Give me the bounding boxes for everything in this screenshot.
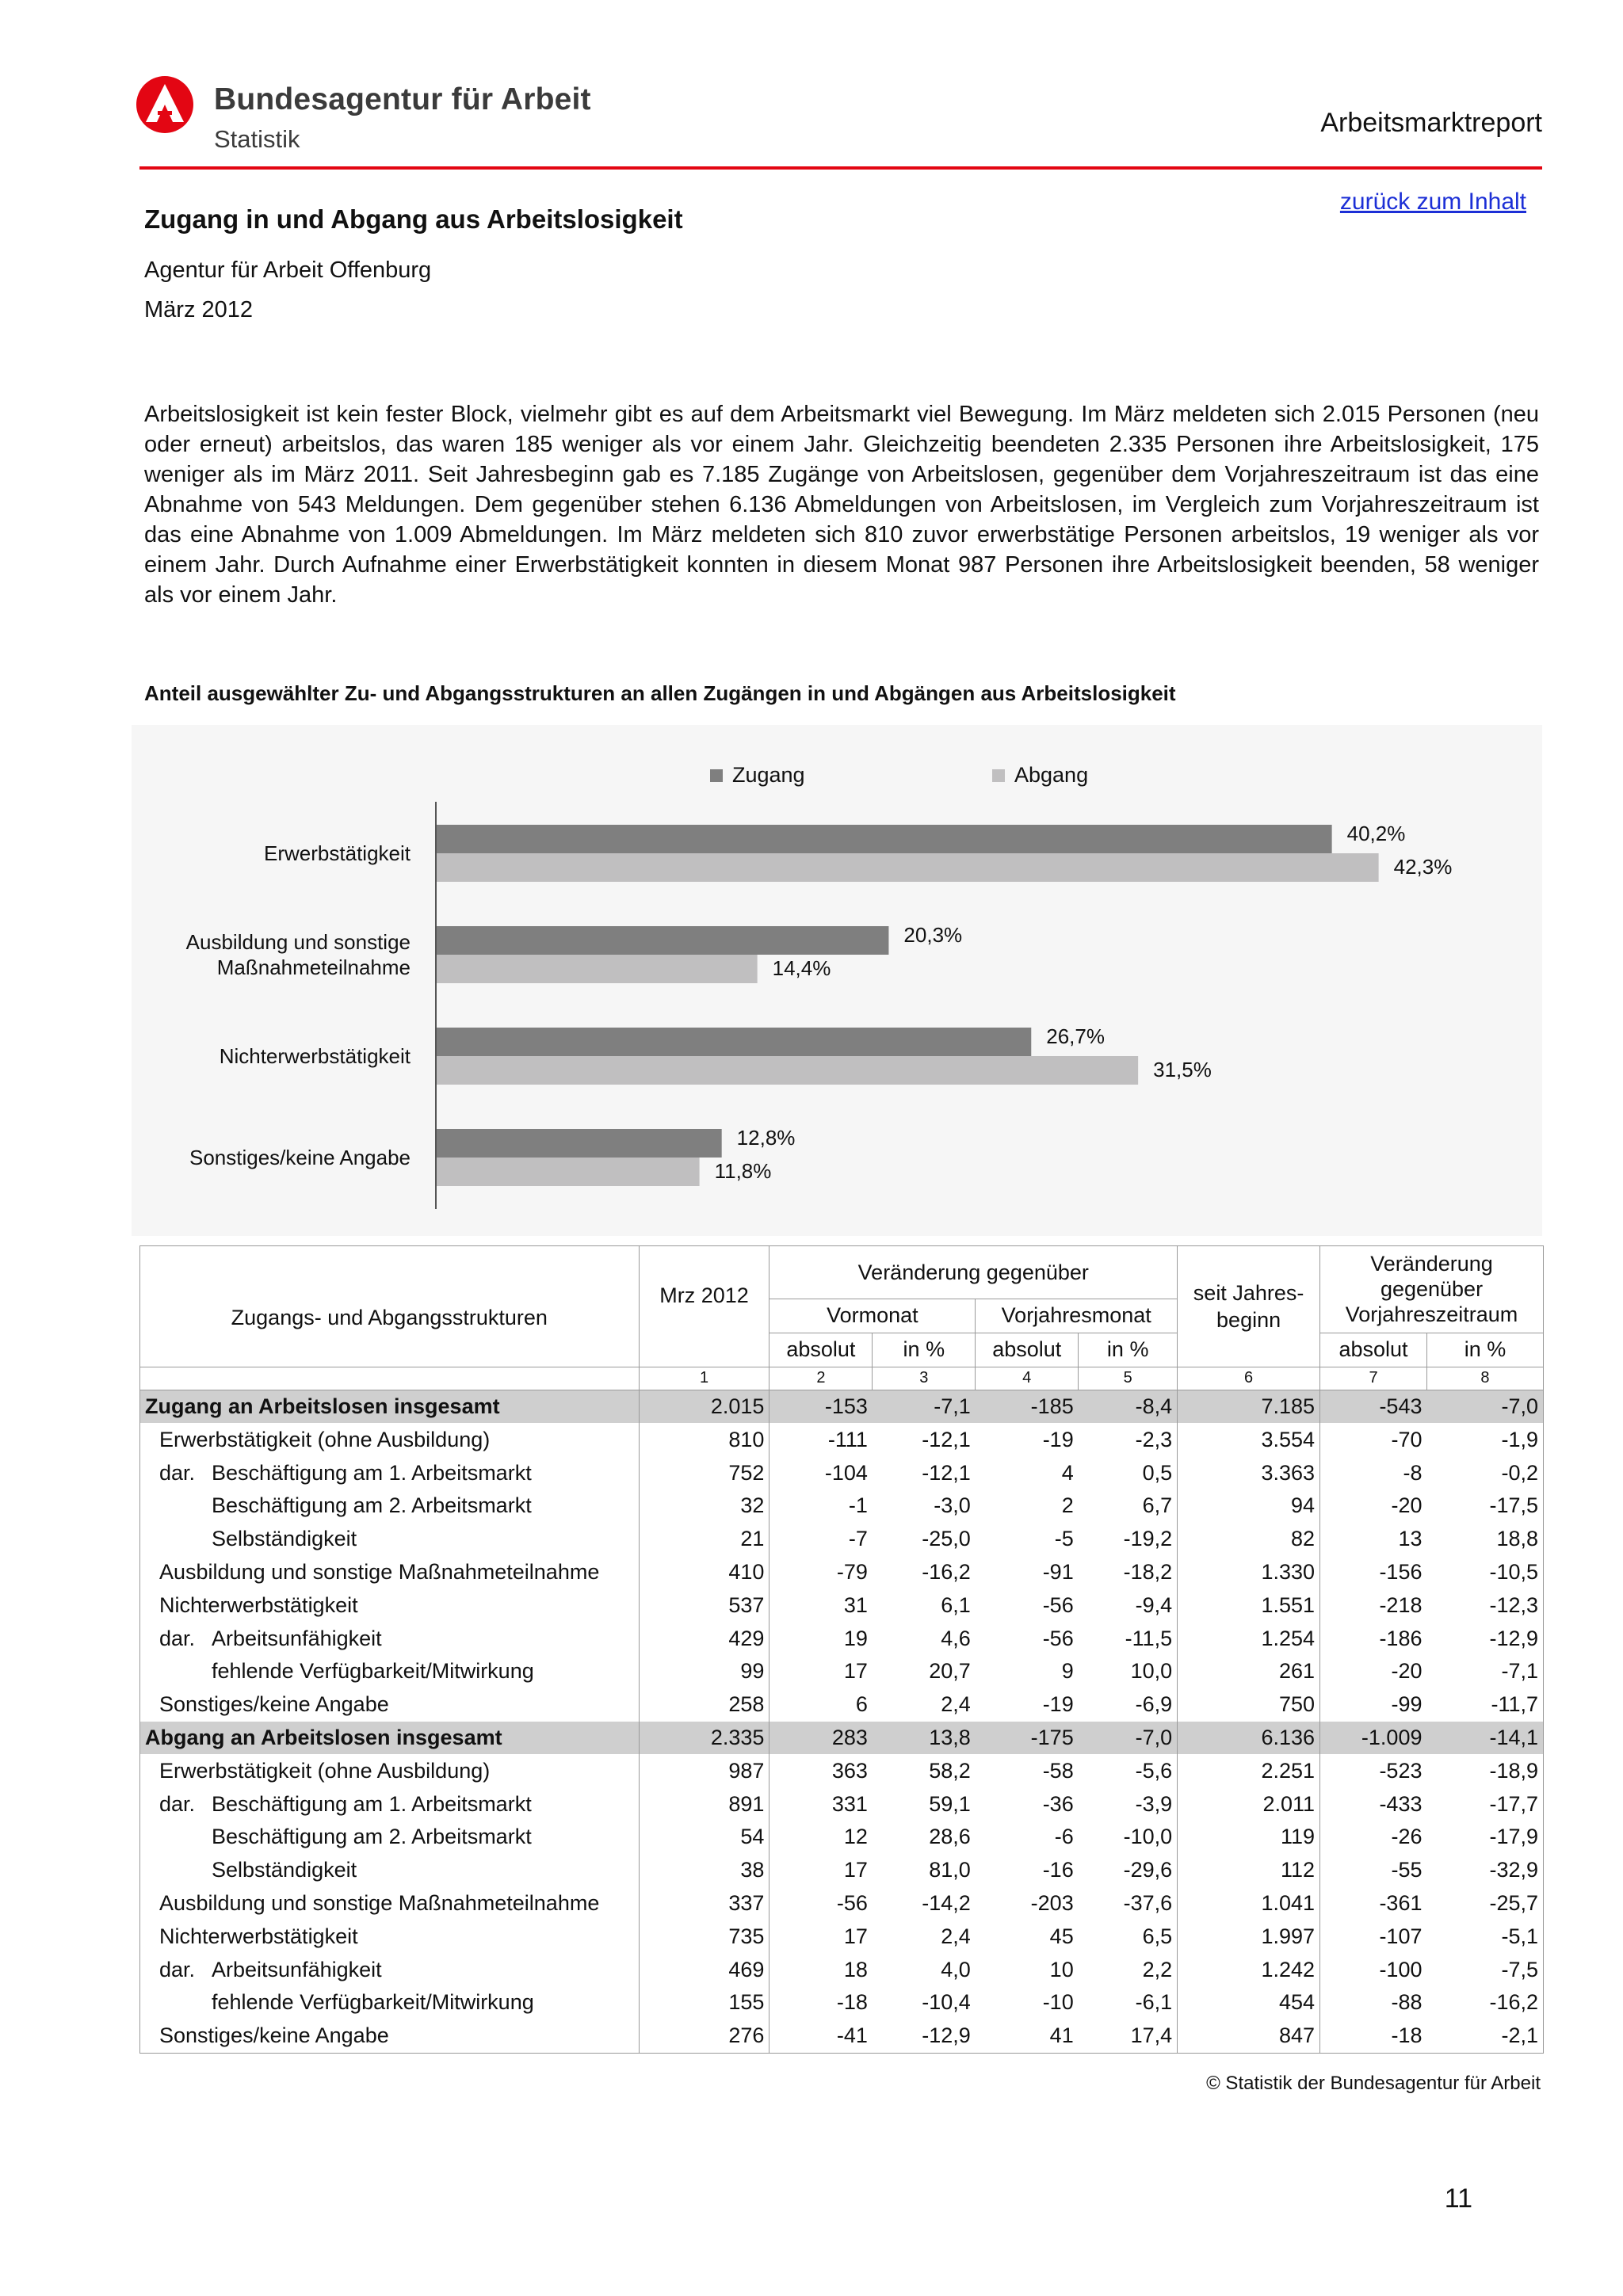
bar-abgang bbox=[437, 853, 1379, 882]
legend-label-abgang: Abgang bbox=[1014, 763, 1089, 787]
value-cell: 45 bbox=[1049, 1924, 1074, 1948]
table-row bbox=[140, 1456, 1544, 1489]
value-cell: 54 bbox=[639, 1821, 769, 1854]
value-cell: 58,2 bbox=[929, 1758, 971, 1783]
value-cell: -16,2 bbox=[922, 1559, 971, 1584]
value-cell: 337 bbox=[639, 1887, 769, 1920]
value-cell: 2,4 bbox=[941, 1924, 971, 1948]
column-number: 2 bbox=[769, 1367, 873, 1390]
value-cell: 119 bbox=[1178, 1821, 1320, 1854]
row-label: Selbständigkeit bbox=[212, 1527, 357, 1551]
value-cell: 3.363 bbox=[1178, 1456, 1320, 1489]
table-row bbox=[140, 1688, 1544, 1722]
value-cell: 17,4 bbox=[1079, 2019, 1178, 2053]
value-cell: -3,9 bbox=[1135, 1791, 1173, 1816]
value-cell: 21 bbox=[639, 1523, 769, 1556]
legend-label-zugang: Zugang bbox=[732, 763, 805, 787]
page-number: 11 bbox=[1444, 2183, 1472, 2214]
table-row bbox=[140, 1754, 1544, 1787]
row-prefix: dar. bbox=[159, 1460, 196, 1485]
value-cell: 6 bbox=[769, 1688, 873, 1722]
value-cell: -18,9 bbox=[1426, 1754, 1543, 1787]
value-cell: -7,0 bbox=[1079, 1722, 1178, 1755]
chart-title: Anteil ausgewählter Zu- und Abgangsstrukturen an allen Zugängen in und Abgängen aus Arbeitslosigkeit bbox=[144, 681, 1176, 705]
value-cell: 7.185 bbox=[1178, 1390, 1320, 1423]
table-row bbox=[140, 1854, 1544, 1887]
row-label: Arbeitsunfähigkeit bbox=[212, 1626, 382, 1650]
value-cell: -185 bbox=[976, 1390, 1079, 1423]
value-cell: 750 bbox=[1178, 1688, 1320, 1722]
value-cell: 987 bbox=[639, 1754, 769, 1787]
value-cell: -25,0 bbox=[922, 1527, 971, 1551]
value-cell: 1.997 bbox=[1178, 1920, 1320, 1953]
row-label-cell bbox=[140, 1489, 640, 1523]
value-cell: -2,3 bbox=[1135, 1427, 1173, 1451]
row-label: Beschäftigung am 1. Arbeitsmarkt bbox=[212, 1791, 532, 1816]
value-cell: -5 bbox=[1054, 1527, 1074, 1551]
value-cell: 31 bbox=[769, 1589, 873, 1622]
value-cell: 18 bbox=[769, 1953, 873, 1986]
value-cell: -107 bbox=[1320, 1920, 1427, 1953]
value-cell: 94 bbox=[1178, 1489, 1320, 1523]
value-cell: -12,1 bbox=[922, 1460, 971, 1485]
value-cell: 363 bbox=[769, 1754, 873, 1787]
bar-abgang bbox=[437, 1056, 1138, 1085]
bar-zugang bbox=[437, 825, 1332, 853]
row-label-cell bbox=[140, 1456, 640, 1489]
back-to-contents-link[interactable]: zurück zum Inhalt bbox=[1339, 189, 1526, 215]
value-cell: -6,9 bbox=[1135, 1692, 1173, 1717]
value-cell: 537 bbox=[639, 1589, 769, 1622]
value-cell: -19 bbox=[1042, 1427, 1074, 1451]
value-cell: 6,1 bbox=[941, 1592, 971, 1617]
row-label-cell bbox=[140, 1754, 640, 1787]
value-cell: -55 bbox=[1320, 1854, 1427, 1887]
table-row bbox=[140, 1821, 1544, 1854]
colnum-blank bbox=[140, 1367, 640, 1390]
row-label-cell bbox=[140, 1556, 640, 1589]
value-cell: 6,7 bbox=[1142, 1493, 1173, 1518]
value-cell: -56 bbox=[1042, 1592, 1074, 1617]
value-cell: -203 bbox=[1030, 1890, 1074, 1915]
value-cell: -433 bbox=[1320, 1787, 1427, 1821]
row-label: Zugang an Arbeitslosen insgesamt bbox=[145, 1394, 500, 1418]
header-prev-month: Vormonat bbox=[769, 1299, 976, 1333]
row-prefix: dar. bbox=[159, 1626, 196, 1650]
category-label: Ausbildung und sonstige bbox=[185, 930, 411, 954]
value-cell: -5,1 bbox=[1426, 1920, 1543, 1953]
value-cell: 13,8 bbox=[873, 1722, 976, 1755]
value-cell: 10 bbox=[1049, 1957, 1074, 1981]
value-cell: 2,4 bbox=[941, 1692, 971, 1717]
category-label: Erwerbstätigkeit bbox=[264, 841, 411, 865]
value-cell: -7,0 bbox=[1426, 1390, 1543, 1423]
value-cell: -1 bbox=[769, 1489, 873, 1523]
report-month: März 2012 bbox=[144, 297, 254, 322]
table-row bbox=[140, 1423, 1544, 1456]
value-cell: 810 bbox=[639, 1423, 769, 1456]
value-cell: -3,0 bbox=[934, 1493, 971, 1518]
column-number: 8 bbox=[1426, 1367, 1543, 1390]
header-absolute: absolut bbox=[769, 1333, 873, 1367]
value-cell: 847 bbox=[1178, 2019, 1320, 2053]
row-label: Erwerbstätigkeit (ohne Ausbildung) bbox=[159, 1427, 491, 1451]
row-label: Ausbildung und sonstige Maßnahmeteilnahme bbox=[159, 1890, 600, 1915]
value-cell: 2 bbox=[1061, 1493, 1074, 1518]
value-cell: -11,7 bbox=[1426, 1688, 1543, 1722]
value-cell: 2,2 bbox=[1142, 1957, 1173, 1981]
table-row bbox=[140, 1953, 1544, 1986]
structure-table bbox=[139, 1245, 1544, 2054]
value-cell: 429 bbox=[639, 1622, 769, 1655]
value-cell: -111 bbox=[769, 1423, 873, 1456]
table-body bbox=[140, 1390, 1544, 2053]
value-cell: -7,5 bbox=[1426, 1953, 1543, 1986]
value-cell: -10,5 bbox=[1426, 1556, 1543, 1589]
table-header bbox=[140, 1246, 1544, 1390]
value-cell: -18 bbox=[1320, 2019, 1427, 2053]
value-cell: -56 bbox=[1042, 1626, 1074, 1650]
value-cell: -153 bbox=[769, 1390, 873, 1423]
value-cell: 1.551 bbox=[1178, 1589, 1320, 1622]
value-cell: 28,6 bbox=[929, 1825, 971, 1849]
data-label: 31,5% bbox=[1153, 1058, 1212, 1081]
table-row bbox=[140, 1589, 1544, 1622]
header-since-year: seit Jahres- beginn bbox=[1178, 1246, 1320, 1367]
value-cell: -99 bbox=[1320, 1688, 1427, 1722]
value-cell: -11,5 bbox=[1125, 1626, 1173, 1650]
value-cell: 752 bbox=[639, 1456, 769, 1489]
data-label: 20,3% bbox=[903, 923, 963, 947]
value-cell: -10,0 bbox=[1123, 1825, 1173, 1849]
value-cell: -36 bbox=[1042, 1791, 1074, 1816]
value-cell: 2.251 bbox=[1178, 1754, 1320, 1787]
value-cell: 17 bbox=[769, 1655, 873, 1688]
data-table-wrapper bbox=[139, 1245, 1544, 2054]
row-label: Arbeitsunfähigkeit bbox=[212, 1957, 382, 1981]
row-label: Beschäftigung am 2. Arbeitsmarkt bbox=[212, 1493, 532, 1518]
copyright-note: © Statistik der Bundesagentur für Arbeit bbox=[1206, 2073, 1541, 2094]
value-cell: 17 bbox=[769, 1854, 873, 1887]
row-label: Erwerbstätigkeit (ohne Ausbildung) bbox=[159, 1758, 491, 1783]
row-label: Sonstiges/keine Angabe bbox=[159, 1692, 389, 1717]
value-cell: -12,1 bbox=[922, 1427, 971, 1451]
category-label: Nichterwerbstätigkeit bbox=[219, 1044, 411, 1068]
table-row bbox=[140, 1523, 1544, 1556]
value-cell: 469 bbox=[639, 1953, 769, 1986]
column-number: 4 bbox=[976, 1367, 1079, 1390]
row-label-cell bbox=[140, 2019, 640, 2053]
value-cell: 155 bbox=[639, 1986, 769, 2019]
row-label: Beschäftigung am 2. Arbeitsmarkt bbox=[212, 1825, 532, 1849]
value-cell: -6 bbox=[1054, 1825, 1074, 1849]
value-cell: 1.242 bbox=[1178, 1953, 1320, 1986]
value-cell: 99 bbox=[639, 1655, 769, 1688]
value-cell: 19 bbox=[769, 1622, 873, 1655]
row-label: Nichterwerbstätigkeit bbox=[159, 1924, 358, 1948]
header-absolute: absolut bbox=[976, 1333, 1079, 1367]
header-month: Mrz 2012 bbox=[639, 1246, 769, 1367]
value-cell: 81,0 bbox=[929, 1858, 971, 1882]
value-cell: -218 bbox=[1320, 1589, 1427, 1622]
row-label-cell bbox=[140, 1523, 640, 1556]
table-group-row bbox=[140, 1722, 1544, 1755]
value-cell: 10,0 bbox=[1130, 1659, 1173, 1684]
value-cell: -100 bbox=[1320, 1953, 1427, 1986]
table-row bbox=[140, 1489, 1544, 1523]
value-cell: -12,9 bbox=[873, 2019, 976, 2053]
value-cell: -523 bbox=[1320, 1754, 1427, 1787]
data-label: 14,4% bbox=[772, 956, 831, 980]
value-cell: 331 bbox=[769, 1787, 873, 1821]
data-label: 42,3% bbox=[1393, 855, 1453, 879]
value-cell: 17 bbox=[769, 1920, 873, 1953]
data-label: 26,7% bbox=[1046, 1024, 1106, 1048]
row-label: Nichterwerbstätigkeit bbox=[159, 1592, 358, 1617]
value-cell: -37,6 bbox=[1123, 1890, 1173, 1915]
header-prev-year-month: Vorjahresmonat bbox=[976, 1299, 1178, 1333]
value-cell: 3.554 bbox=[1178, 1423, 1320, 1456]
value-cell: -17,7 bbox=[1426, 1787, 1543, 1821]
value-cell: -2,1 bbox=[1426, 2019, 1543, 2053]
column-number: 3 bbox=[873, 1367, 976, 1390]
page-title: Zugang in und Abgang aus Arbeitslosigkeit bbox=[144, 204, 683, 234]
value-cell: 6,5 bbox=[1142, 1924, 1173, 1948]
header-struct: Zugangs- und Abgangsstrukturen bbox=[140, 1246, 640, 1367]
value-cell: -70 bbox=[1320, 1423, 1427, 1456]
value-cell: 410 bbox=[639, 1556, 769, 1589]
table-row bbox=[140, 1986, 1544, 2019]
value-cell: 41 bbox=[976, 2019, 1079, 2053]
row-prefix: dar. bbox=[159, 1791, 196, 1816]
header-percent: in % bbox=[873, 1333, 976, 1367]
value-cell: 1.041 bbox=[1178, 1887, 1320, 1920]
value-cell: 112 bbox=[1178, 1854, 1320, 1887]
value-cell: 261 bbox=[1178, 1655, 1320, 1688]
row-label-cell bbox=[140, 1589, 640, 1622]
column-number: 5 bbox=[1079, 1367, 1178, 1390]
row-label: Sonstiges/keine Angabe bbox=[159, 2023, 389, 2048]
value-cell: -19,2 bbox=[1123, 1527, 1173, 1551]
value-cell: 9 bbox=[1061, 1659, 1074, 1684]
row-label-cell bbox=[140, 1423, 640, 1456]
value-cell: 2.015 bbox=[639, 1390, 769, 1423]
row-label: Ausbildung und sonstige Maßnahmeteilnahme bbox=[159, 1559, 600, 1584]
value-cell: -58 bbox=[1042, 1758, 1074, 1783]
value-cell: -12,3 bbox=[1426, 1589, 1543, 1622]
row-label-cell bbox=[140, 1920, 640, 1953]
value-cell: -0,2 bbox=[1426, 1456, 1543, 1489]
value-cell: -8,4 bbox=[1079, 1390, 1178, 1423]
value-cell: 0,5 bbox=[1142, 1460, 1173, 1485]
value-cell: -14,1 bbox=[1426, 1722, 1543, 1755]
value-cell: 735 bbox=[639, 1920, 769, 1953]
value-cell: -14,2 bbox=[922, 1890, 971, 1915]
row-label-cell bbox=[140, 1655, 640, 1688]
value-cell: -17,5 bbox=[1426, 1489, 1543, 1523]
row-label-cell bbox=[140, 1622, 640, 1655]
row-label-cell bbox=[140, 1986, 640, 2019]
bar-abgang bbox=[437, 955, 758, 983]
value-cell: 1.254 bbox=[1178, 1622, 1320, 1655]
row-label-cell bbox=[140, 1854, 640, 1887]
value-cell: 276 bbox=[639, 2019, 769, 2053]
row-label: Abgang an Arbeitslosen insgesamt bbox=[145, 1725, 502, 1749]
bar-zugang bbox=[437, 1129, 722, 1158]
category-label: Maßnahmeteilnahme bbox=[216, 955, 411, 979]
value-cell: -361 bbox=[1320, 1887, 1427, 1920]
value-cell: -6,1 bbox=[1135, 1990, 1173, 2015]
row-label-cell bbox=[140, 1688, 640, 1722]
column-number: 1 bbox=[639, 1367, 769, 1390]
value-cell: 13 bbox=[1320, 1523, 1427, 1556]
value-cell: 6.136 bbox=[1178, 1722, 1320, 1755]
bar-abgang bbox=[437, 1158, 700, 1186]
value-cell: -18,2 bbox=[1123, 1559, 1173, 1584]
value-cell: -29,6 bbox=[1123, 1858, 1173, 1882]
value-cell: 38 bbox=[639, 1854, 769, 1887]
value-cell: 2.335 bbox=[639, 1722, 769, 1755]
value-cell: 283 bbox=[769, 1722, 873, 1755]
value-cell: 20,7 bbox=[929, 1659, 971, 1684]
table-row bbox=[140, 1622, 1544, 1655]
row-label-cell bbox=[140, 1953, 640, 1986]
value-cell: 18,8 bbox=[1426, 1523, 1543, 1556]
org-subtitle: Statistik bbox=[214, 125, 300, 153]
value-cell: 2.011 bbox=[1178, 1787, 1320, 1821]
row-label: Beschäftigung am 1. Arbeitsmarkt bbox=[212, 1460, 532, 1485]
data-label: 12,8% bbox=[736, 1126, 796, 1150]
table-row bbox=[140, 1887, 1544, 1920]
value-cell: -543 bbox=[1320, 1390, 1427, 1423]
value-cell: -7,1 bbox=[1426, 1655, 1543, 1688]
table-row bbox=[140, 2019, 1544, 2053]
value-cell: -56 bbox=[769, 1887, 873, 1920]
value-cell: 1.330 bbox=[1178, 1556, 1320, 1589]
value-cell: -104 bbox=[769, 1456, 873, 1489]
row-label-cell bbox=[140, 1390, 640, 1423]
value-cell: 4 bbox=[1061, 1460, 1074, 1485]
value-cell: -186 bbox=[1320, 1622, 1427, 1655]
value-cell: -88 bbox=[1320, 1986, 1427, 2019]
value-cell: -26 bbox=[1320, 1821, 1427, 1854]
value-cell: -10,4 bbox=[922, 1990, 971, 2015]
agency-name: Agentur für Arbeit Offenburg bbox=[144, 257, 432, 283]
org-name: Bundesagentur für Arbeit bbox=[214, 82, 591, 116]
table-row bbox=[140, 1655, 1544, 1688]
value-cell: -5,6 bbox=[1135, 1758, 1173, 1783]
value-cell: -7,1 bbox=[873, 1390, 976, 1423]
table-row bbox=[140, 1787, 1544, 1821]
value-cell: -10 bbox=[1042, 1990, 1074, 2015]
value-cell: 258 bbox=[639, 1688, 769, 1722]
table-row bbox=[140, 1920, 1544, 1953]
column-number: 6 bbox=[1178, 1367, 1320, 1390]
row-label: Selbständigkeit bbox=[212, 1858, 357, 1882]
value-cell: -8 bbox=[1320, 1456, 1427, 1489]
value-cell: -25,7 bbox=[1426, 1887, 1543, 1920]
value-cell: -16 bbox=[1042, 1858, 1074, 1882]
bar-zugang bbox=[437, 926, 888, 955]
value-cell: -16,2 bbox=[1426, 1986, 1543, 2019]
value-cell: -32,9 bbox=[1426, 1854, 1543, 1887]
value-cell: -18 bbox=[769, 1986, 873, 2019]
value-cell: -19 bbox=[1042, 1692, 1074, 1717]
header-absolute: absolut bbox=[1320, 1333, 1427, 1367]
value-cell: 82 bbox=[1178, 1523, 1320, 1556]
header-change-prev-period: Veränderung gegenüber Vorjahreszeitraum bbox=[1320, 1246, 1544, 1333]
value-cell: -7 bbox=[769, 1523, 873, 1556]
value-cell: -9,4 bbox=[1135, 1592, 1173, 1617]
row-label: fehlende Verfügbarkeit/Mitwirkung bbox=[212, 1990, 534, 2015]
value-cell: -17,9 bbox=[1426, 1821, 1543, 1854]
category-label: Sonstiges/keine Angabe bbox=[189, 1146, 411, 1169]
value-cell: 59,1 bbox=[929, 1791, 971, 1816]
row-label-cell bbox=[140, 1887, 640, 1920]
value-cell: -1,9 bbox=[1426, 1423, 1543, 1456]
value-cell: -175 bbox=[976, 1722, 1079, 1755]
value-cell: 32 bbox=[639, 1489, 769, 1523]
table-row bbox=[140, 1556, 1544, 1589]
summary-paragraph: Arbeitslosigkeit ist kein fester Block, vielmehr gibt es auf dem Arbeitsmarkt viel Bewegung. Im März meldeten sich 2.015 Personen (neu oder erneut) arbeitslos, das waren 185 weniger als vor einem Jahr. Gleichzeitig beendeten 2.335 Personen ihre Arbeitslosigkeit, 175 weniger als im März 2011. Seit Jahresbeginn gab es 7.185 Zugänge von Arbeitslosen, gegenüber dem Vorjahreszeitraum ist das eine Abnahme von 543 Meldungen. Dem gegenüber stehen 6.136 Abmeldungen von Arbeitslosen, im Vergleich zum Vorjahreszeitraum ist das eine Abnahme von 1.009 Abmeldungen. Im März meldeten sich 810 zuvor erwerbstätige Personen arbeitslos, 19 weniger als vor einem Jahr. Durch Aufnahme einer Erwerbstätigkeit konnten in diesem Monat 987 Personen ihre Arbeitslosigkeit beenden, 58 weniger als vor einem Jahr. bbox=[144, 402, 1539, 608]
value-cell: -79 bbox=[769, 1556, 873, 1589]
row-label-cell bbox=[140, 1821, 640, 1854]
data-label: 11,8% bbox=[714, 1159, 772, 1183]
column-number: 7 bbox=[1320, 1367, 1427, 1390]
row-prefix: dar. bbox=[159, 1957, 196, 1981]
value-cell: -20 bbox=[1320, 1489, 1427, 1523]
bar-zugang bbox=[437, 1028, 1031, 1056]
data-label: 40,2% bbox=[1346, 822, 1406, 845]
value-cell: -20 bbox=[1320, 1655, 1427, 1688]
header-change: Veränderung gegenüber bbox=[769, 1246, 1178, 1299]
value-cell: 454 bbox=[1178, 1986, 1320, 2019]
value-cell: 4,0 bbox=[941, 1957, 971, 1981]
value-cell: 12 bbox=[769, 1821, 873, 1854]
header-percent: in % bbox=[1079, 1333, 1178, 1367]
value-cell: 4,6 bbox=[941, 1626, 971, 1650]
report-name: Arbeitsmarktreport bbox=[1320, 108, 1542, 138]
row-label: fehlende Verfügbarkeit/Mitwirkung bbox=[212, 1659, 534, 1684]
value-cell: -41 bbox=[769, 2019, 873, 2053]
row-label-cell bbox=[140, 1787, 640, 1821]
header-percent: in % bbox=[1426, 1333, 1543, 1367]
row-label-cell bbox=[140, 1722, 640, 1755]
value-cell: -156 bbox=[1320, 1556, 1427, 1589]
value-cell: 891 bbox=[639, 1787, 769, 1821]
table-group-row bbox=[140, 1390, 1544, 1423]
value-cell: -91 bbox=[1042, 1559, 1074, 1584]
value-cell: -12,9 bbox=[1426, 1622, 1543, 1655]
value-cell: -1.009 bbox=[1320, 1722, 1427, 1755]
